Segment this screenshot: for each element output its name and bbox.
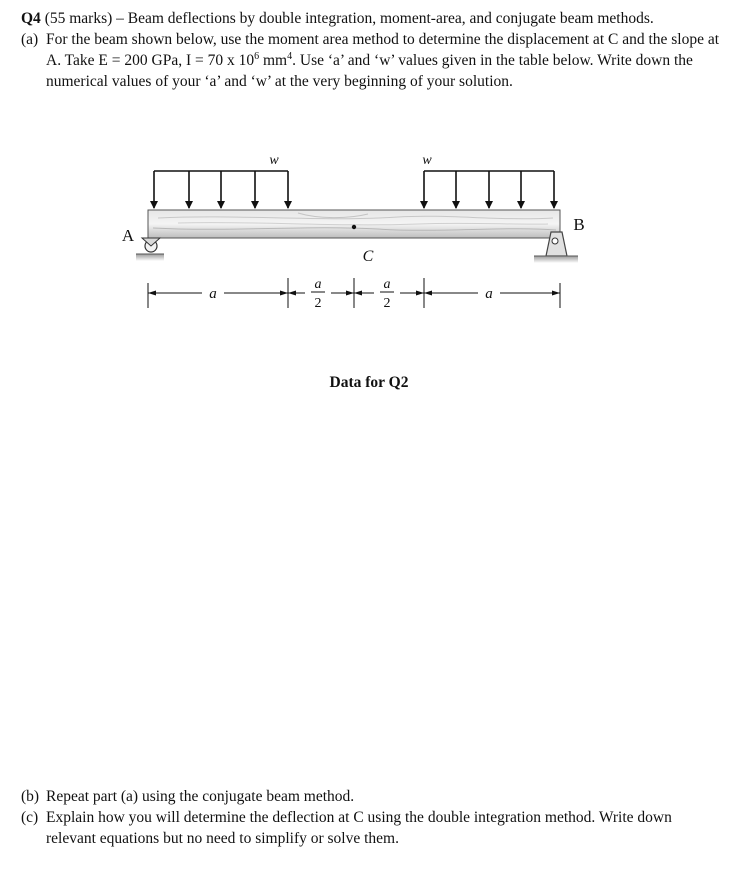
part-c-label: (c) [21, 809, 39, 826]
question-title [21, 8, 721, 29]
part-b [21, 786, 721, 807]
question-number: Q4 [21, 10, 41, 27]
load-label-right: w [422, 153, 432, 168]
part-a-text-3: . Use ‘a’ and ‘w’ values given in the table below. Write down the numerical values of your ‘a’ and ‘w’ at the very beginning of your solution. [46, 52, 693, 90]
part-a-exp-2: 4 [287, 50, 293, 62]
part-a [21, 29, 721, 92]
dim-half-2-num: a [383, 277, 391, 292]
part-b-text: Repeat part (a) using the conjugate beam method. [46, 788, 355, 805]
dim-label-left: a [209, 286, 217, 302]
point-c-marker [352, 225, 356, 229]
support-b-label: B [573, 215, 585, 234]
beam [148, 210, 560, 238]
question-text [21, 8, 721, 92]
load-label-left: w [269, 153, 279, 168]
beam-figure [118, 148, 588, 328]
distributed-load-right [420, 171, 558, 209]
dim-label-half-1 [311, 277, 325, 311]
part-a-text-1: For the beam shown below, use the moment area method to determine the displacement at C and the slope at A. Take E = 200 GPa, I = 70 x 10 [46, 31, 720, 69]
point-c-label: C [362, 248, 374, 265]
dim-label-right: a [485, 286, 493, 302]
dim-half-2-den: 2 [383, 296, 391, 311]
support-a [136, 238, 164, 261]
part-a-text-2: mm [259, 52, 288, 69]
figure-caption: Data for Q2 [329, 374, 409, 391]
part-b-label: (b) [21, 788, 40, 805]
dim-half-1-den: 2 [314, 296, 322, 311]
distributed-load-left [150, 171, 292, 209]
part-a-label: (a) [21, 31, 39, 48]
question-marks: (55 marks) – Beam deflections by double integration, moment-area, and conjugate beam methods. [44, 10, 654, 27]
part-c-text: Explain how you will determine the deflection at C using the double integration method. Write down relevant equations but no need to simplify or solve them. [46, 809, 672, 847]
dim-label-half-2 [380, 277, 394, 311]
remaining-parts [21, 786, 721, 849]
part-a-exp-1: 6 [254, 50, 260, 62]
part-c [21, 807, 721, 849]
support-a-label: A [121, 226, 135, 245]
dim-half-1-num: a [314, 277, 322, 292]
